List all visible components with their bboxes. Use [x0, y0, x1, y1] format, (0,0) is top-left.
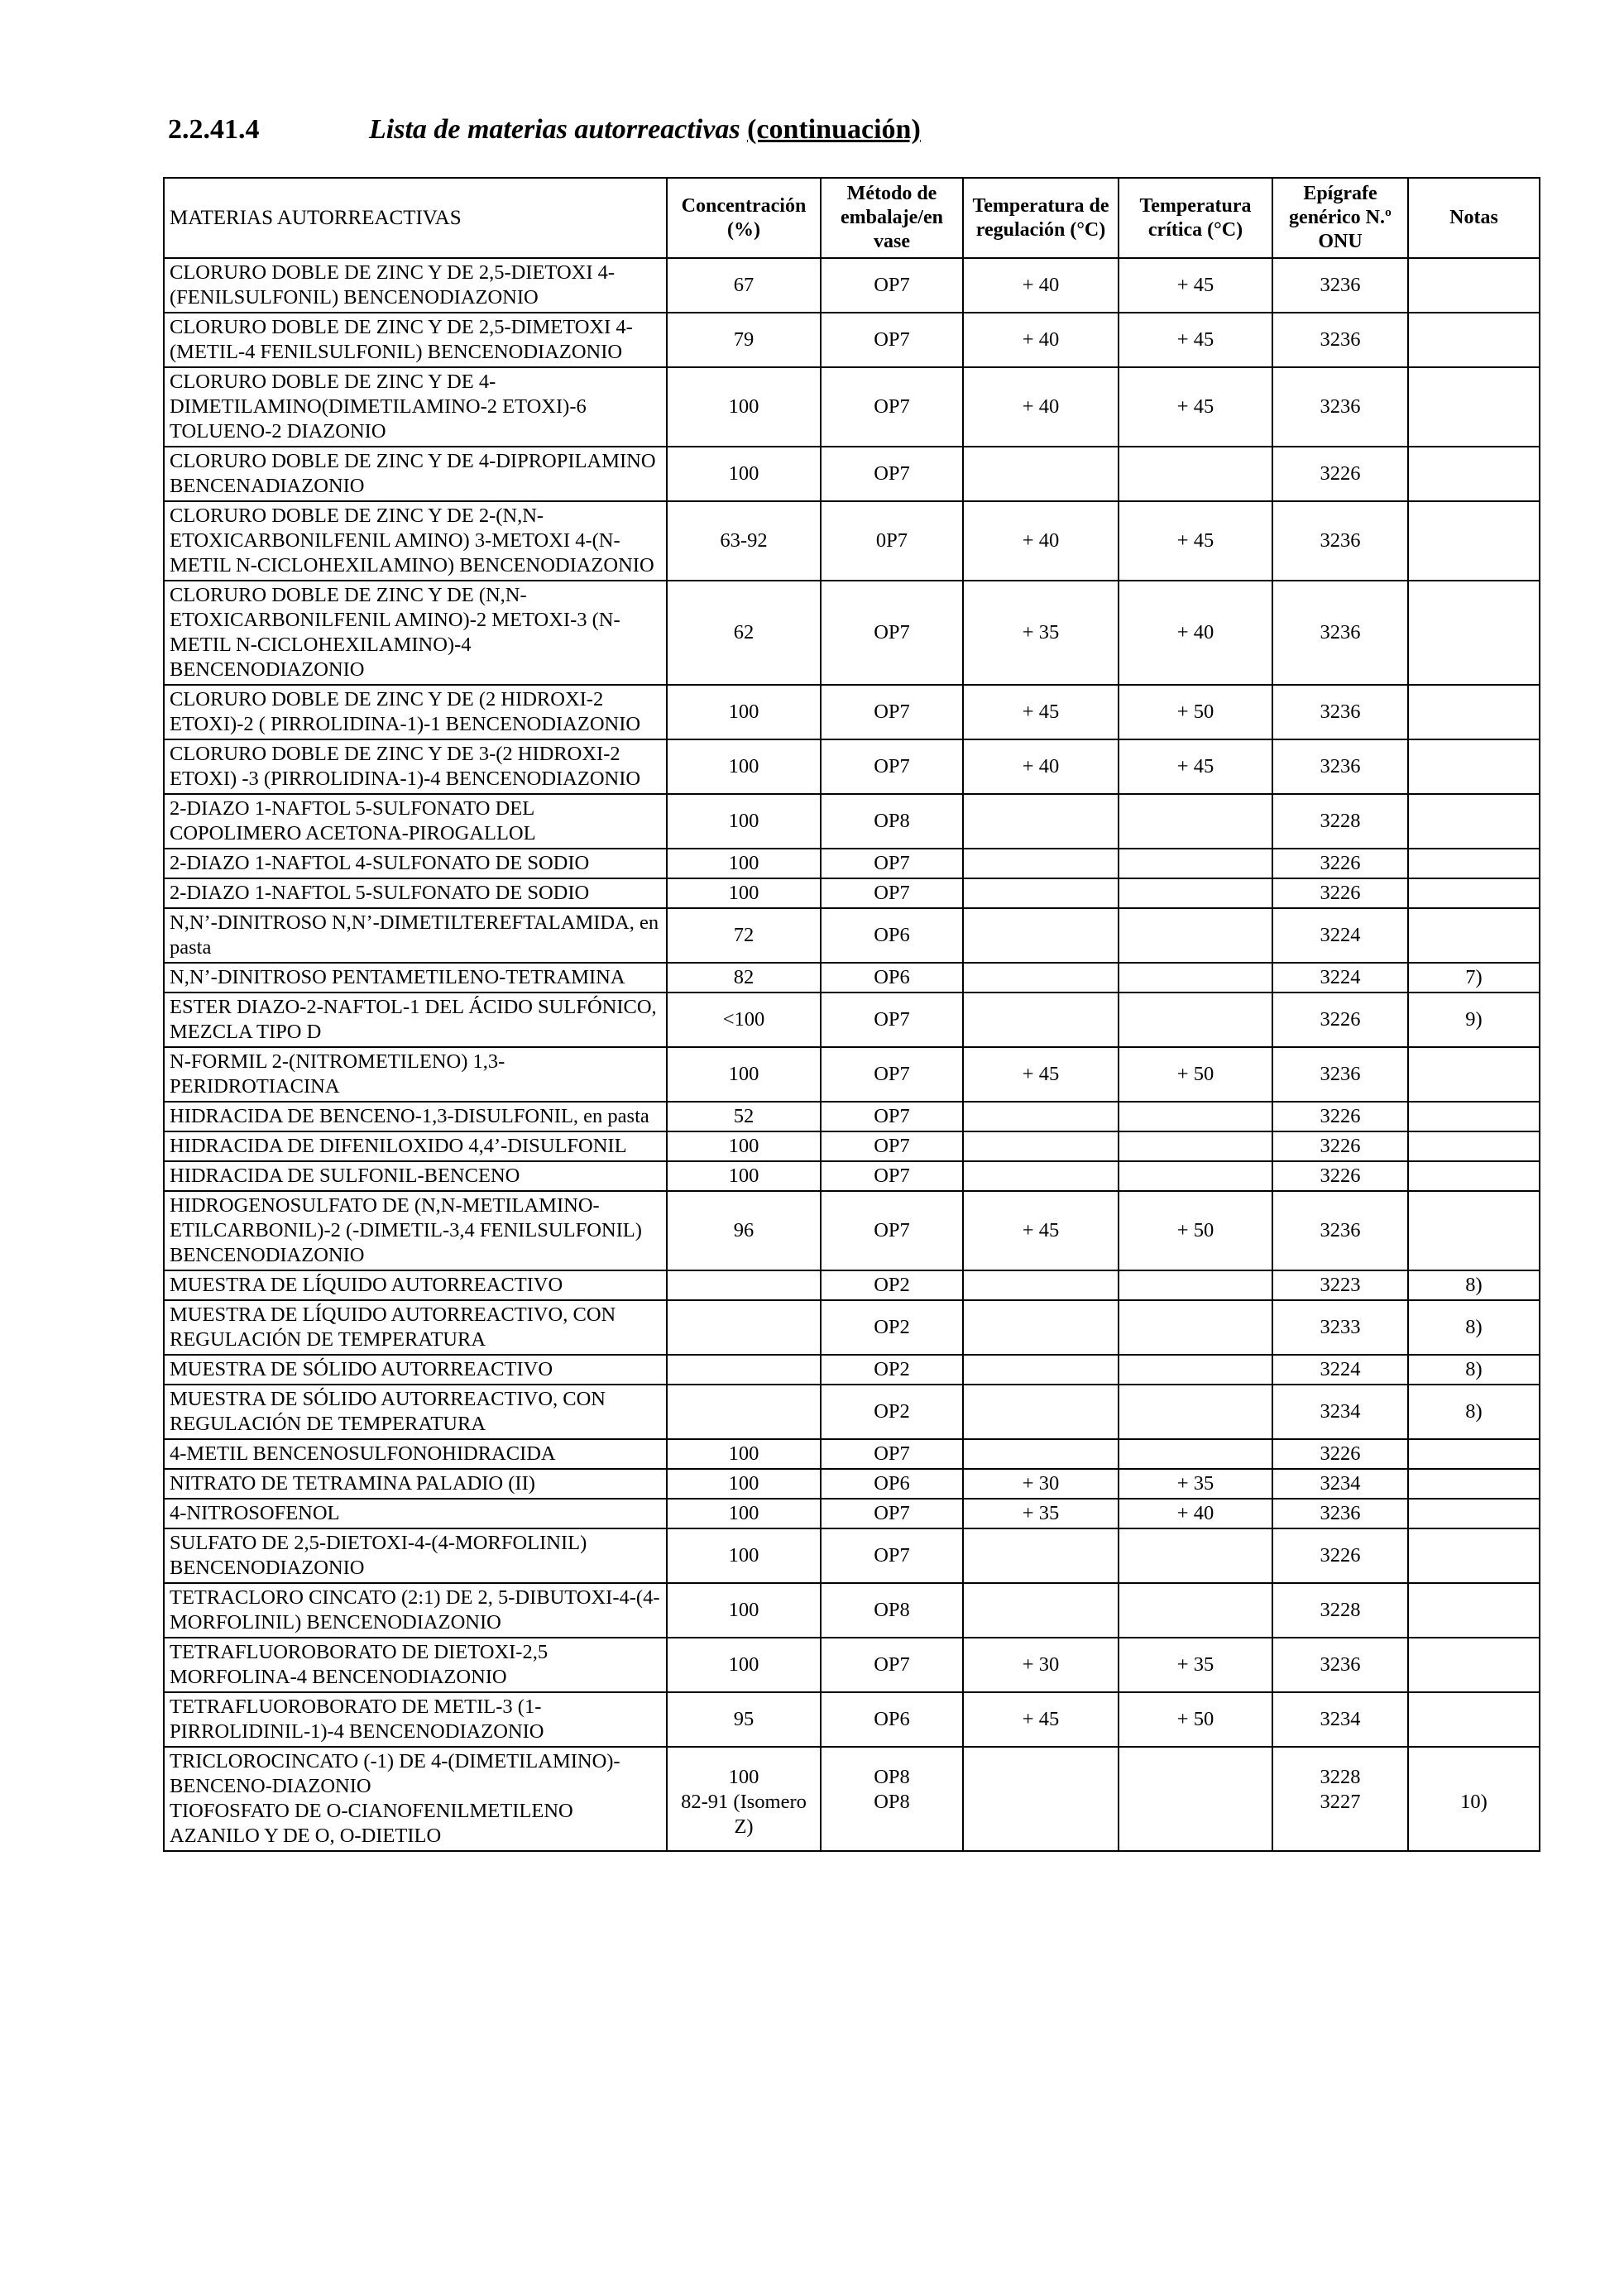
cell-control-temperature [963, 878, 1119, 908]
cell-notes: 8) [1408, 1355, 1540, 1385]
cell-critical-temperature: + 40 [1119, 1499, 1272, 1528]
col-header-notes: Notas [1408, 178, 1540, 258]
cell-substance: TETRACLORO CINCATO (2:1) DE 2, 5-DIBUTOXI-4-(4-MORFOLINIL) BENCENODIAZONIO [164, 1583, 667, 1638]
cell-un-number-line: 3227 [1320, 1791, 1361, 1813]
table-row [164, 1300, 1540, 1355]
cell-un-number: 3228 [1272, 1583, 1408, 1638]
cell-control-temperature [963, 908, 1119, 963]
table-row [164, 963, 1540, 993]
cell-concentration: 100 [667, 849, 821, 878]
cell-un-number: 3224 [1272, 1355, 1408, 1385]
table-row [164, 1638, 1540, 1692]
cell-substance: NITRATO DE TETRAMINA PALADIO (II) [164, 1469, 667, 1499]
cell-packing-method: OP7 [821, 367, 963, 447]
cell-packing-method: OP7 [821, 685, 963, 739]
cell-substance: MUESTRA DE LÍQUIDO AUTORREACTIVO [164, 1270, 667, 1300]
cell-substance: CLORURO DOBLE DE ZINC Y DE 3-(2 HIDROXI-2 ETOXI) -3 (PIRROLIDINA-1)-4 BENCENODIAZONIO [164, 739, 667, 794]
cell-critical-temperature [1119, 878, 1272, 908]
cell-un-number: 3236 [1272, 1191, 1408, 1270]
col-header-substance: MATERIAS AUTORREACTIVAS [164, 178, 667, 258]
cell-packing-method: OP6 [821, 908, 963, 963]
cell-critical-temperature: + 45 [1119, 367, 1272, 447]
cell-substance: MUESTRA DE SÓLIDO AUTORREACTIVO, CON REGULACIÓN DE TEMPERATURA [164, 1385, 667, 1439]
cell-un-number: 3224 [1272, 908, 1408, 963]
cell-packing-method-line: OP8 [874, 1766, 910, 1788]
cell-un-number: 3236 [1272, 685, 1408, 739]
cell-substance: ESTER DIAZO-2-NAFTOL-1 DEL ÁCIDO SULFÓNICO, MEZCLA TIPO D [164, 993, 667, 1047]
cell-un-number: 3236 [1272, 313, 1408, 367]
cell-un-number: 3234 [1272, 1469, 1408, 1499]
table-body [164, 258, 1540, 1851]
cell-notes [1408, 1692, 1540, 1747]
cell-notes [1408, 447, 1540, 501]
cell-packing-method: OP8 [821, 794, 963, 849]
cell-substance-line: TIOFOSFATO DE O-CIANOFENILMETILENO AZANILO Y DE O, O-DIETILO [170, 1800, 573, 1847]
cell-concentration: 100 [667, 1469, 821, 1499]
cell-packing-method-line: OP8 [874, 1791, 910, 1813]
cell-concentration: <100 [667, 993, 821, 1047]
cell-critical-temperature: + 45 [1119, 258, 1272, 313]
cell-substance: N,N’-DINITROSO N,N’-DIMETILTEREFTALAMIDA, en pasta [164, 908, 667, 963]
cell-control-temperature [963, 447, 1119, 501]
cell-packing-method: 0P7 [821, 501, 963, 581]
cell-concentration: 52 [667, 1102, 821, 1131]
cell-concentration: 100 [667, 878, 821, 908]
cell-critical-temperature [1119, 1528, 1272, 1583]
cell-un-number: 3236 [1272, 367, 1408, 447]
table-row [164, 447, 1540, 501]
cell-un-number: 3226 [1272, 1131, 1408, 1161]
cell-control-temperature: + 30 [963, 1469, 1119, 1499]
cell-control-temperature [963, 1161, 1119, 1191]
cell-substance: CLORURO DOBLE DE ZINC Y DE 4-DIMETILAMINO(DIMETILAMINO-2 ETOXI)-6 TOLUENO-2 DIAZONIO [164, 367, 667, 447]
table-row [164, 685, 1540, 739]
cell-concentration: 100 [667, 367, 821, 447]
cell-packing-method: OP7 [821, 1528, 963, 1583]
cell-un-number: 3228 [1272, 794, 1408, 849]
cell-packing-method: OP7 [821, 1191, 963, 1270]
cell-packing-method: OP7 [821, 1499, 963, 1528]
cell-un-number: 3226 [1272, 878, 1408, 908]
cell-critical-temperature: + 45 [1119, 739, 1272, 794]
cell-notes [1408, 739, 1540, 794]
cell-substance: N-FORMIL 2-(NITROMETILENO) 1,3-PERIDROTIACINA [164, 1047, 667, 1102]
cell-critical-temperature: + 35 [1119, 1638, 1272, 1692]
cell-packing-method: OP2 [821, 1300, 963, 1355]
table-row [164, 1047, 1540, 1102]
cell-control-temperature: + 40 [963, 258, 1119, 313]
cell-packing-method: OP7 [821, 1161, 963, 1191]
cell-substance: HIDRACIDA DE SULFONIL-BENCENO [164, 1161, 667, 1191]
cell-notes [1408, 313, 1540, 367]
cell-packing-method: OP2 [821, 1270, 963, 1300]
table-row [164, 258, 1540, 313]
cell-substance: CLORURO DOBLE DE ZINC Y DE 2-(N,N-ETOXICARBONILFENIL AMINO) 3-METOXI 4-(N-METIL N-CICLOHEXILAMINO) BENCENODIAZONIO [164, 501, 667, 581]
cell-packing-method: OP7 [821, 447, 963, 501]
cell-un-number: 3234 [1272, 1692, 1408, 1747]
cell-concentration: 62 [667, 581, 821, 685]
col-header-control-temperature: Temperatura de regulación (°C) [963, 178, 1119, 258]
cell-packing-method: OP2 [821, 1355, 963, 1385]
cell-control-temperature: + 30 [963, 1638, 1119, 1692]
cell-packing-method: OP7 [821, 1102, 963, 1131]
cell-notes [1408, 1499, 1540, 1528]
cell-control-temperature [963, 1747, 1119, 1851]
cell-concentration: 100 [667, 1528, 821, 1583]
cell-control-temperature: + 40 [963, 739, 1119, 794]
cell-notes [1408, 908, 1540, 963]
cell-notes-line: 10) [1460, 1791, 1487, 1813]
cell-control-temperature [963, 1300, 1119, 1355]
cell-packing-method: OP8 [821, 1583, 963, 1638]
cell-critical-temperature [1119, 794, 1272, 849]
cell-packing-method: OP7 [821, 313, 963, 367]
cell-concentration [667, 1355, 821, 1385]
cell-critical-temperature [1119, 1270, 1272, 1300]
cell-control-temperature: + 35 [963, 581, 1119, 685]
section-heading [168, 114, 921, 146]
cell-concentration-line: 82-91 (Isomero Z) [681, 1791, 807, 1838]
cell-concentration: 100 [667, 794, 821, 849]
cell-critical-temperature [1119, 447, 1272, 501]
cell-control-temperature: + 45 [963, 1047, 1119, 1102]
cell-concentration: 96 [667, 1191, 821, 1270]
table-row [164, 1131, 1540, 1161]
cell-packing-method: OP7 [821, 993, 963, 1047]
cell-critical-temperature: + 50 [1119, 1047, 1272, 1102]
cell-un-number: 3236 [1272, 1638, 1408, 1692]
cell-control-temperature [963, 1131, 1119, 1161]
table-row [164, 1528, 1540, 1583]
col-header-critical-temperature: Temperatura crítica (°C) [1119, 178, 1272, 258]
cell-substance: TETRAFLUOROBORATO DE METIL-3 (1-PIRROLIDINIL-1)-4 BENCENODIAZONIO [164, 1692, 667, 1747]
cell-critical-temperature: + 50 [1119, 1191, 1272, 1270]
cell-concentration [667, 1270, 821, 1300]
cell-substance: HIDROGENOSULFATO DE (N,N-METILAMINO-ETILCARBONIL)-2 (-DIMETIL-3,4 FENILSULFONIL) BENCENODIAZONIO [164, 1191, 667, 1270]
cell-notes [1408, 1747, 1540, 1851]
cell-notes [1408, 1047, 1540, 1102]
table-row [164, 367, 1540, 447]
cell-notes: 8) [1408, 1270, 1540, 1300]
cell-control-temperature [963, 1270, 1119, 1300]
cell-un-number: 3236 [1272, 501, 1408, 581]
cell-notes [1408, 1191, 1540, 1270]
cell-un-number: 3236 [1272, 1499, 1408, 1528]
col-header-concentration: Concentración (%) [667, 178, 821, 258]
cell-critical-temperature [1119, 963, 1272, 993]
cell-notes: 9) [1408, 993, 1540, 1047]
cell-control-temperature [963, 1355, 1119, 1385]
cell-notes [1408, 1583, 1540, 1638]
cell-notes: 8) [1408, 1385, 1540, 1439]
cell-substance: CLORURO DOBLE DE ZINC Y DE 2,5-DIETOXI 4-(FENILSULFONIL) BENCENODIAZONIO [164, 258, 667, 313]
table-row [164, 1102, 1540, 1131]
cell-un-number: 3226 [1272, 1439, 1408, 1469]
cell-concentration [667, 1747, 821, 1851]
cell-substance [164, 1747, 667, 1851]
cell-un-number: 3226 [1272, 1528, 1408, 1583]
cell-control-temperature [963, 1102, 1119, 1131]
cell-un-number [1272, 1747, 1408, 1851]
cell-control-temperature: + 40 [963, 367, 1119, 447]
cell-packing-method: OP7 [821, 1638, 963, 1692]
cell-packing-method: OP7 [821, 849, 963, 878]
cell-substance: SULFATO DE 2,5-DIETOXI-4-(4-MORFOLINIL) BENCENODIAZONIO [164, 1528, 667, 1583]
cell-concentration: 67 [667, 258, 821, 313]
cell-substance: 4-METIL BENCENOSULFONOHIDRACIDA [164, 1439, 667, 1469]
cell-critical-temperature [1119, 908, 1272, 963]
cell-control-temperature [963, 794, 1119, 849]
section-number: 2.2.41.4 [168, 114, 260, 145]
cell-control-temperature [963, 1439, 1119, 1469]
cell-control-temperature [963, 1583, 1119, 1638]
table-header-row [164, 178, 1540, 258]
table-row [164, 1499, 1540, 1528]
cell-notes: 8) [1408, 1300, 1540, 1355]
cell-substance: HIDRACIDA DE DIFENILOXIDO 4,4’-DISULFONIL [164, 1131, 667, 1161]
cell-concentration: 100 [667, 447, 821, 501]
cell-critical-temperature [1119, 993, 1272, 1047]
cell-un-number: 3226 [1272, 849, 1408, 878]
cell-concentration: 95 [667, 1692, 821, 1747]
table-row [164, 1692, 1540, 1747]
cell-control-temperature: + 45 [963, 685, 1119, 739]
cell-packing-method: OP7 [821, 739, 963, 794]
cell-un-number: 3223 [1272, 1270, 1408, 1300]
cell-un-number: 3226 [1272, 1102, 1408, 1131]
cell-notes [1408, 1131, 1540, 1161]
cell-critical-temperature: + 50 [1119, 685, 1272, 739]
table-row [164, 739, 1540, 794]
cell-substance: HIDRACIDA DE BENCENO-1,3-DISULFONIL, en pasta [164, 1102, 667, 1131]
cell-notes [1408, 1638, 1540, 1692]
cell-concentration: 100 [667, 739, 821, 794]
cell-notes [1408, 501, 1540, 581]
cell-concentration: 63-92 [667, 501, 821, 581]
cell-notes [1408, 1469, 1540, 1499]
cell-substance: CLORURO DOBLE DE ZINC Y DE 4-DIPROPILAMINO BENCENADIAZONIO [164, 447, 667, 501]
cell-notes [1408, 794, 1540, 849]
table-row [164, 1161, 1540, 1191]
table-row [164, 1355, 1540, 1385]
table-row [164, 313, 1540, 367]
cell-substance: MUESTRA DE SÓLIDO AUTORREACTIVO [164, 1355, 667, 1385]
cell-packing-method: OP6 [821, 1469, 963, 1499]
cell-critical-temperature [1119, 1747, 1272, 1851]
cell-packing-method: OP6 [821, 1692, 963, 1747]
cell-notes [1408, 878, 1540, 908]
cell-control-temperature [963, 849, 1119, 878]
col-header-packing-method: Método de embalaje/en vase [821, 178, 963, 258]
cell-control-temperature: + 45 [963, 1191, 1119, 1270]
cell-critical-temperature: + 50 [1119, 1692, 1272, 1747]
cell-concentration: 100 [667, 1499, 821, 1528]
cell-un-number-line: 3228 [1320, 1766, 1361, 1788]
cell-critical-temperature [1119, 1583, 1272, 1638]
cell-concentration: 72 [667, 908, 821, 963]
cell-un-number: 3226 [1272, 1161, 1408, 1191]
cell-packing-method: OP2 [821, 1385, 963, 1439]
cell-concentration: 100 [667, 1161, 821, 1191]
cell-packing-method: OP6 [821, 963, 963, 993]
self-reactive-substances-table [163, 177, 1540, 1852]
table-row [164, 1385, 1540, 1439]
cell-packing-method [821, 1747, 963, 1851]
cell-control-temperature: + 35 [963, 1499, 1119, 1528]
cell-notes [1408, 1528, 1540, 1583]
cell-critical-temperature [1119, 1439, 1272, 1469]
cell-substance: CLORURO DOBLE DE ZINC Y DE 2,5-DIMETOXI 4-(METIL-4 FENILSULFONIL) BENCENODIAZONIO [164, 313, 667, 367]
cell-concentration: 100 [667, 1131, 821, 1161]
cell-control-temperature [963, 1385, 1119, 1439]
cell-un-number: 3224 [1272, 963, 1408, 993]
cell-notes: 7) [1408, 963, 1540, 993]
table-row [164, 1469, 1540, 1499]
cell-critical-temperature [1119, 849, 1272, 878]
cell-substance: 4-NITROSOFENOL [164, 1499, 667, 1528]
continuation-label: (continuación) [747, 114, 921, 145]
table-row [164, 993, 1540, 1047]
cell-notes [1408, 1161, 1540, 1191]
col-header-un-number: Epígrafe genérico N.º ONU [1272, 178, 1408, 258]
cell-substance: N,N’-DINITROSO PENTAMETILENO-TETRAMINA [164, 963, 667, 993]
cell-un-number: 3226 [1272, 447, 1408, 501]
table-row [164, 849, 1540, 878]
cell-concentration [667, 1300, 821, 1355]
table-row [164, 1747, 1540, 1851]
cell-control-temperature: + 40 [963, 313, 1119, 367]
cell-concentration: 100 [667, 685, 821, 739]
cell-substance: TETRAFLUOROBORATO DE DIETOXI-2,5 MORFOLINA-4 BENCENODIAZONIO [164, 1638, 667, 1692]
cell-packing-method: OP7 [821, 1047, 963, 1102]
cell-concentration: 100 [667, 1439, 821, 1469]
cell-substance: 2-DIAZO 1-NAFTOL 4-SULFONATO DE SODIO [164, 849, 667, 878]
table-row [164, 1270, 1540, 1300]
cell-critical-temperature [1119, 1300, 1272, 1355]
cell-packing-method: OP7 [821, 258, 963, 313]
cell-concentration: 100 [667, 1583, 821, 1638]
cell-un-number: 3234 [1272, 1385, 1408, 1439]
cell-substance: MUESTRA DE LÍQUIDO AUTORREACTIVO, CON REGULACIÓN DE TEMPERATURA [164, 1300, 667, 1355]
cell-notes [1408, 1439, 1540, 1469]
table-row [164, 501, 1540, 581]
cell-un-number: 3233 [1272, 1300, 1408, 1355]
cell-un-number: 3236 [1272, 739, 1408, 794]
cell-notes [1408, 1102, 1540, 1131]
cell-critical-temperature [1119, 1161, 1272, 1191]
cell-un-number: 3226 [1272, 993, 1408, 1047]
cell-un-number: 3236 [1272, 258, 1408, 313]
cell-critical-temperature: + 45 [1119, 501, 1272, 581]
table-row [164, 1583, 1540, 1638]
cell-critical-temperature [1119, 1131, 1272, 1161]
table-row [164, 1439, 1540, 1469]
cell-control-temperature: + 45 [963, 1692, 1119, 1747]
cell-notes [1408, 685, 1540, 739]
cell-substance: 2-DIAZO 1-NAFTOL 5-SULFONATO DE SODIO [164, 878, 667, 908]
cell-control-temperature: + 40 [963, 501, 1119, 581]
cell-control-temperature [963, 963, 1119, 993]
cell-critical-temperature [1119, 1355, 1272, 1385]
cell-concentration: 100 [667, 1638, 821, 1692]
cell-un-number: 3236 [1272, 1047, 1408, 1102]
table-row [164, 581, 1540, 685]
cell-critical-temperature: + 35 [1119, 1469, 1272, 1499]
table-row [164, 1191, 1540, 1270]
cell-notes [1408, 581, 1540, 685]
table-row [164, 908, 1540, 963]
cell-packing-method: OP7 [821, 1131, 963, 1161]
cell-packing-method: OP7 [821, 878, 963, 908]
cell-notes [1408, 367, 1540, 447]
cell-un-number: 3236 [1272, 581, 1408, 685]
cell-substance: CLORURO DOBLE DE ZINC Y DE (N,N-ETOXICARBONILFENIL AMINO)-2 METOXI-3 (N-METIL N-CICLOHEXILAMINO)-4 BENCENODIAZONIO [164, 581, 667, 685]
section-title: Lista de materias autorreactivas [369, 114, 740, 145]
cell-substance: 2-DIAZO 1-NAFTOL 5-SULFONATO DEL COPOLIMERO ACETONA-PIROGALLOL [164, 794, 667, 849]
cell-concentration-line: 100 [728, 1766, 759, 1788]
cell-critical-temperature [1119, 1102, 1272, 1131]
cell-substance: CLORURO DOBLE DE ZINC Y DE (2 HIDROXI-2 ETOXI)-2 ( PIRROLIDINA-1)-1 BENCENODIAZONIO [164, 685, 667, 739]
cell-critical-temperature [1119, 1385, 1272, 1439]
cell-critical-temperature: + 40 [1119, 581, 1272, 685]
cell-packing-method: OP7 [821, 581, 963, 685]
cell-notes [1408, 849, 1540, 878]
cell-control-temperature [963, 1528, 1119, 1583]
table-row [164, 794, 1540, 849]
cell-concentration: 100 [667, 1047, 821, 1102]
table-row [164, 878, 1540, 908]
cell-concentration: 79 [667, 313, 821, 367]
cell-concentration: 82 [667, 963, 821, 993]
cell-critical-temperature: + 45 [1119, 313, 1272, 367]
cell-substance-line: TRICLOROCINCATO (-1) DE 4-(DIMETILAMINO)-BENCENO-DIAZONIO [170, 1750, 620, 1797]
cell-packing-method: OP7 [821, 1439, 963, 1469]
cell-notes [1408, 258, 1540, 313]
cell-concentration [667, 1385, 821, 1439]
cell-control-temperature [963, 993, 1119, 1047]
